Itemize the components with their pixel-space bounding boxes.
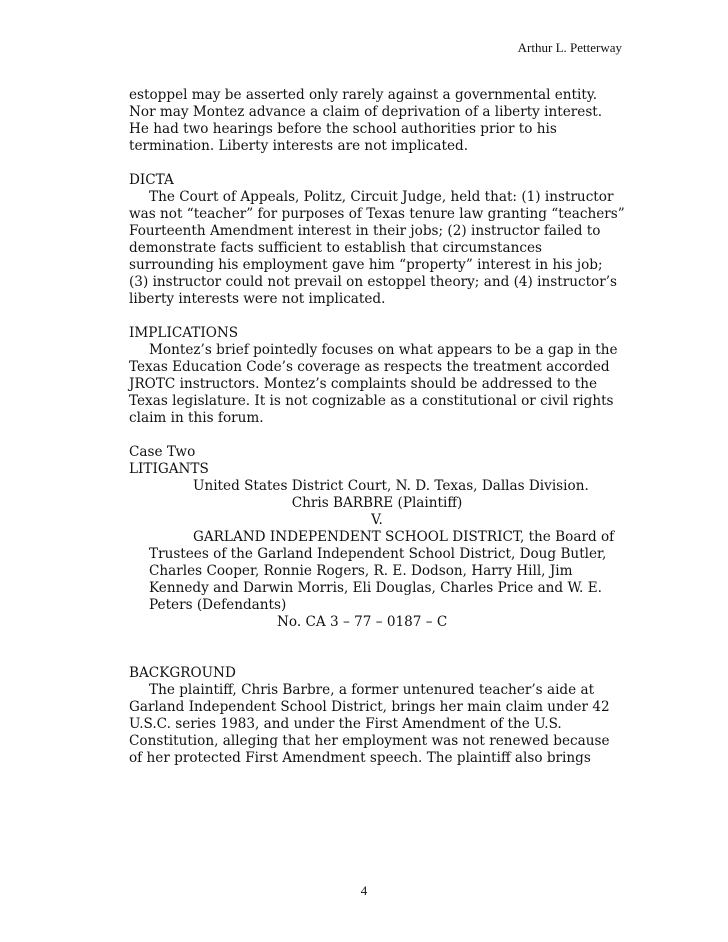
case-caption bbox=[129, 478, 625, 631]
background-heading: BACKGROUND bbox=[129, 665, 236, 681]
implications-heading: IMPLICATIONS bbox=[129, 325, 239, 341]
court-name: United States District Court, N. D. Texas, Dallas Division. bbox=[193, 478, 589, 494]
running-header-author: Arthur L. Petterway bbox=[517, 40, 622, 55]
case-number: No. CA 3 – 77 – 0187 – C bbox=[277, 614, 448, 630]
dicta-heading: DICTA bbox=[129, 172, 174, 188]
plaintiff-name: Chris BARBRE (Plaintiff) bbox=[291, 495, 463, 511]
estoppel-paragraph: estoppel may be asserted only rarely against a governmental entity. Nor may Montez advance a claim of deprivation of a liberty interest. He had two hearings before the school authorities prior to his termination. Liberty interests are not implicated. bbox=[129, 87, 603, 154]
case-two-heading: Case Two bbox=[129, 444, 196, 460]
defendants-list: Trustees of the Garland Independent School District, Doug Butler, Charles Cooper, Ronnie Rogers, R. E. Dodson, Harry Hill, Jim Kennedy and Darwin Morris, Eli Douglas, Charles Price and W. E. Peters (Defendants) bbox=[149, 546, 607, 613]
background-paragraph: The plaintiff, Chris Barbre, a former untenured teacher’s aide at Garland Independent School District, brings her main claim under 42 U.S.C. series 1983, and under the First Amendment of the U.S. Constitution, alleging that her employment was not renewed because of her protected First Amendment speech. The plaintiff also brings bbox=[129, 682, 610, 766]
versus-label: V. bbox=[371, 512, 383, 528]
page-number: 4 bbox=[360, 883, 368, 898]
dicta-paragraph: The Court of Appeals, Politz, Circuit Judge, held that: (1) instructor was not “teacher” for purposes of Texas tenure law granting “teachers” Fourteenth Amendment interest in their jobs; (2) instructor failed to demonstrate facts sufficient to establish that circumstances surrounding his employment gave him “property” interest in his job; (3) instructor could not prevail on estoppel theory; and (4) instructor’s liberty interests were not implicated. bbox=[129, 189, 625, 307]
litigants-heading: LITIGANTS bbox=[129, 461, 209, 477]
document-body bbox=[129, 87, 625, 784]
implications-paragraph: Montez’s brief pointedly focuses on what appears to be a gap in the Texas Education Code’s coverage as respects the treatment accorded JROTC instructors. Montez’s complaints should be addressed to the Texas legislature. It is not cognizable as a constitutional or civil rights claim in this forum. bbox=[129, 342, 618, 426]
defendants-first-line: GARLAND INDEPENDENT SCHOOL DISTRICT, the Board of bbox=[193, 529, 615, 545]
